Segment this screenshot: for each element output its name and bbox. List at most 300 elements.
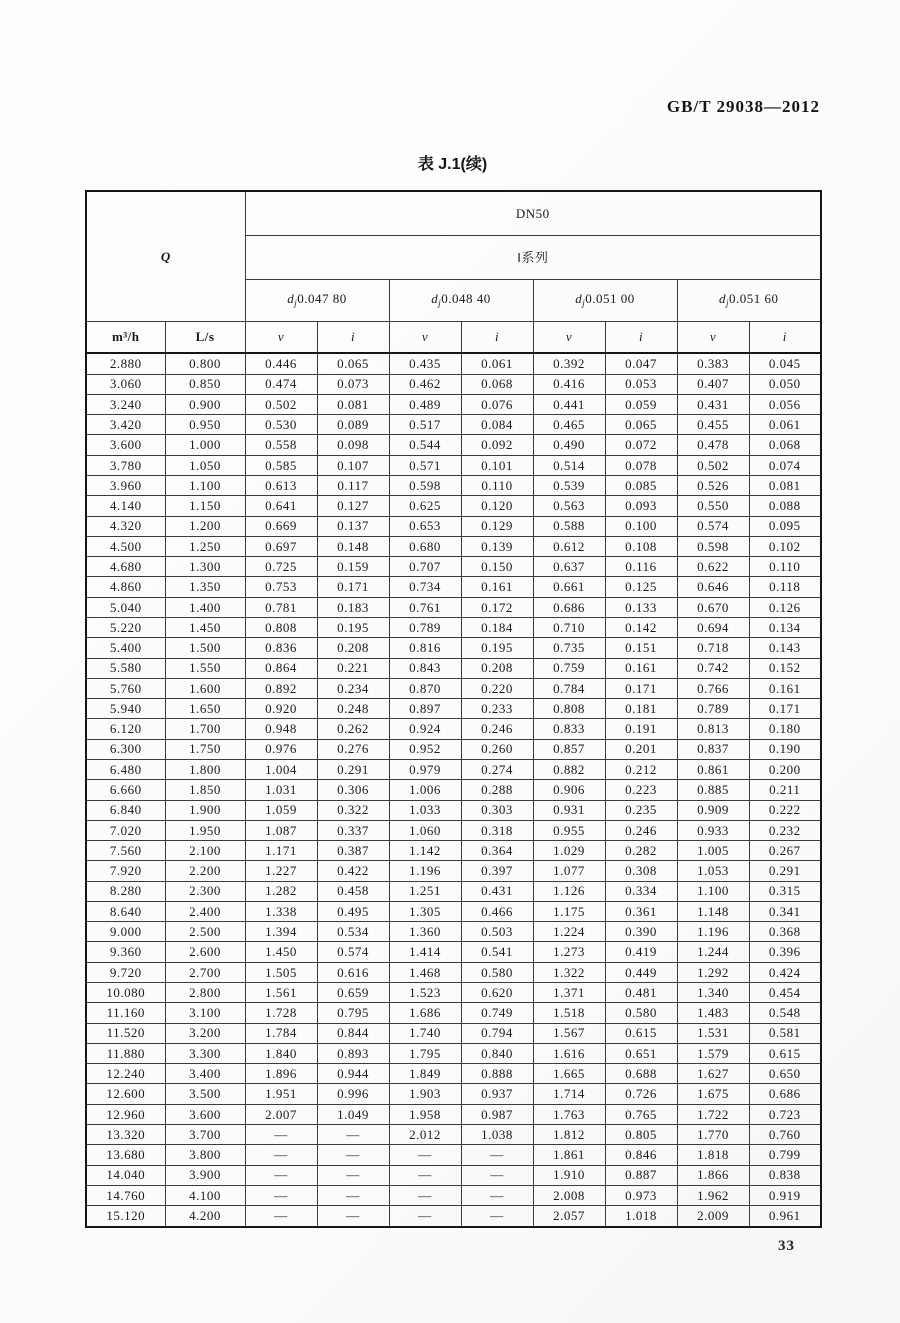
- cell-d2-v: —: [389, 1145, 461, 1165]
- cell-d1-i: 0.208: [317, 638, 389, 658]
- cell-d2-v: 0.979: [389, 759, 461, 779]
- cell-d4-i: 0.190: [749, 739, 821, 759]
- cell-d4-v: 1.244: [677, 942, 749, 962]
- d-value: 0.051 00: [585, 291, 635, 307]
- cell-d2-v: —: [389, 1165, 461, 1185]
- cell-d2-i: 0.150: [461, 557, 533, 577]
- cell-d2-v: 0.517: [389, 415, 461, 435]
- cell-d3-v: 1.518: [533, 1003, 605, 1023]
- cell-d4-i: 0.341: [749, 901, 821, 921]
- cell-d3-i: 0.361: [605, 901, 677, 921]
- cell-d4-i: 0.686: [749, 1084, 821, 1104]
- cell-d2-i: 0.139: [461, 536, 533, 556]
- cell-d1-v: 0.558: [245, 435, 317, 455]
- cell-d4-v: 0.431: [677, 394, 749, 414]
- cell-d2-i: —: [461, 1206, 533, 1227]
- cell-d2-v: —: [389, 1185, 461, 1205]
- cell-d2-v: 0.734: [389, 577, 461, 597]
- cell-q-ls: 1.600: [165, 678, 245, 698]
- cell-d4-v: 0.742: [677, 658, 749, 678]
- cell-d3-v: 1.714: [533, 1084, 605, 1104]
- cell-d4-i: 0.581: [749, 1023, 821, 1043]
- d-value: 0.051 60: [729, 291, 779, 307]
- cell-d2-v: 0.680: [389, 536, 461, 556]
- cell-d4-i: 0.548: [749, 1003, 821, 1023]
- cell-d1-v: 0.725: [245, 557, 317, 577]
- cell-q-ls: 1.650: [165, 699, 245, 719]
- cell-q-m3h: 9.720: [86, 962, 165, 982]
- d-symbol: d: [719, 291, 727, 307]
- table-row: [86, 1185, 821, 1205]
- cell-d4-v: 1.340: [677, 983, 749, 1003]
- cell-d1-i: 0.534: [317, 922, 389, 942]
- cell-d3-i: 0.282: [605, 841, 677, 861]
- cell-d3-v: 0.808: [533, 699, 605, 719]
- cell-d1-i: 0.073: [317, 374, 389, 394]
- cell-d2-v: 2.012: [389, 1125, 461, 1145]
- table-row: [86, 922, 821, 942]
- cell-d1-i: 0.276: [317, 739, 389, 759]
- cell-d4-v: 0.766: [677, 678, 749, 698]
- cell-q-ls: 0.900: [165, 394, 245, 414]
- cell-d4-i: 0.615: [749, 1043, 821, 1063]
- cell-d1-v: 0.502: [245, 394, 317, 414]
- cell-d4-i: 0.095: [749, 516, 821, 536]
- cell-d1-v: 0.613: [245, 476, 317, 496]
- cell-d1-v: 0.808: [245, 617, 317, 637]
- cell-d2-v: 0.571: [389, 455, 461, 475]
- cell-d1-v: 0.948: [245, 719, 317, 739]
- cell-q-ls: 3.900: [165, 1165, 245, 1185]
- cell-q-m3h: 5.760: [86, 678, 165, 698]
- cell-d3-v: 1.077: [533, 861, 605, 881]
- table-title: 表 J.1(续): [417, 156, 488, 173]
- cell-d1-i: 0.337: [317, 820, 389, 840]
- cell-d1-v: 1.004: [245, 759, 317, 779]
- cell-d1-v: 0.641: [245, 496, 317, 516]
- cell-q-m3h: 6.840: [86, 800, 165, 820]
- cell-d2-v: 0.843: [389, 658, 461, 678]
- cell-d1-v: 1.840: [245, 1043, 317, 1063]
- cell-d1-i: 0.117: [317, 476, 389, 496]
- cell-d4-i: 0.368: [749, 922, 821, 942]
- cell-d3-v: 1.175: [533, 901, 605, 921]
- table-row: [86, 1064, 821, 1084]
- table-row: [86, 841, 821, 861]
- cell-q-ls: 3.700: [165, 1125, 245, 1145]
- cell-d3-v: 0.416: [533, 374, 605, 394]
- cell-d4-i: 0.161: [749, 678, 821, 698]
- v-header-1: v: [245, 321, 317, 353]
- cell-d4-v: 0.502: [677, 455, 749, 475]
- table-row: [86, 739, 821, 759]
- cell-d1-v: 1.505: [245, 962, 317, 982]
- cell-d4-v: 1.818: [677, 1145, 749, 1165]
- cell-d3-i: 0.651: [605, 1043, 677, 1063]
- cell-d3-i: 0.100: [605, 516, 677, 536]
- cell-d4-v: 1.100: [677, 881, 749, 901]
- cell-d4-i: 0.211: [749, 780, 821, 800]
- cell-q-m3h: 3.780: [86, 455, 165, 475]
- cell-d3-i: 0.615: [605, 1023, 677, 1043]
- cell-d2-i: 0.937: [461, 1084, 533, 1104]
- table-row: [86, 415, 821, 435]
- d-subscript: j: [726, 298, 730, 309]
- cell-d4-v: 1.005: [677, 841, 749, 861]
- cell-d2-v: 1.523: [389, 983, 461, 1003]
- cell-d1-i: 0.098: [317, 435, 389, 455]
- cell-d1-i: 0.127: [317, 496, 389, 516]
- cell-d3-i: 0.171: [605, 678, 677, 698]
- cell-d2-v: 0.897: [389, 699, 461, 719]
- cell-q-m3h: 12.600: [86, 1084, 165, 1104]
- table-body: [86, 353, 821, 1227]
- cell-d2-i: 0.233: [461, 699, 533, 719]
- cell-q-ls: 4.200: [165, 1206, 245, 1227]
- d-subscript: j: [582, 298, 586, 309]
- cell-d3-v: 0.465: [533, 415, 605, 435]
- cell-d3-i: 0.419: [605, 942, 677, 962]
- cell-d2-i: 0.503: [461, 922, 533, 942]
- cell-q-m3h: 14.760: [86, 1185, 165, 1205]
- cell-q-ls: 1.000: [165, 435, 245, 455]
- cell-d4-i: 0.102: [749, 536, 821, 556]
- cell-d2-i: 0.061: [461, 353, 533, 374]
- d-value: 0.047 80: [297, 291, 347, 307]
- cell-d2-v: 1.849: [389, 1064, 461, 1084]
- cell-d4-i: 0.454: [749, 983, 821, 1003]
- table-row: [86, 1165, 821, 1185]
- cell-q-ls: 1.300: [165, 557, 245, 577]
- cell-d2-v: 1.958: [389, 1104, 461, 1124]
- cell-d3-v: 1.616: [533, 1043, 605, 1063]
- cell-d3-i: 0.108: [605, 536, 677, 556]
- cell-d2-i: 0.110: [461, 476, 533, 496]
- table-row: [86, 800, 821, 820]
- cell-q-ls: 1.500: [165, 638, 245, 658]
- cell-d3-v: 2.057: [533, 1206, 605, 1227]
- cell-d1-v: 0.585: [245, 455, 317, 475]
- cell-q-m3h: 5.220: [86, 617, 165, 637]
- table-row: [86, 577, 821, 597]
- cell-d1-v: 1.171: [245, 841, 317, 861]
- cell-d2-i: 0.092: [461, 435, 533, 455]
- table-row: [86, 597, 821, 617]
- cell-d3-v: 0.955: [533, 820, 605, 840]
- cell-d1-v: 0.976: [245, 739, 317, 759]
- i-header-4: i: [749, 321, 821, 353]
- cell-d1-i: 0.422: [317, 861, 389, 881]
- cell-d4-v: 0.383: [677, 353, 749, 374]
- cell-d1-v: 1.394: [245, 922, 317, 942]
- cell-d2-v: 1.468: [389, 962, 461, 982]
- cell-d1-v: 0.753: [245, 577, 317, 597]
- cell-d4-i: 0.045: [749, 353, 821, 374]
- table-row: [86, 881, 821, 901]
- cell-d2-i: 0.541: [461, 942, 533, 962]
- table-row: [86, 942, 821, 962]
- cell-d4-i: 0.919: [749, 1185, 821, 1205]
- cell-d2-i: 0.794: [461, 1023, 533, 1043]
- cell-q-ls: 3.400: [165, 1064, 245, 1084]
- cell-d4-v: 0.598: [677, 536, 749, 556]
- cell-d4-i: 0.760: [749, 1125, 821, 1145]
- cell-d3-v: 1.567: [533, 1023, 605, 1043]
- cell-d3-i: 0.887: [605, 1165, 677, 1185]
- cell-d4-i: 0.081: [749, 476, 821, 496]
- cell-q-ls: 2.800: [165, 983, 245, 1003]
- cell-d3-i: 0.191: [605, 719, 677, 739]
- table-row: [86, 719, 821, 739]
- table-row: [86, 394, 821, 414]
- table-row: [86, 353, 821, 374]
- cell-d4-i: 0.180: [749, 719, 821, 739]
- cell-d1-i: —: [317, 1206, 389, 1227]
- cell-d4-i: 0.232: [749, 820, 821, 840]
- d-value: 0.048 40: [441, 291, 491, 307]
- cell-d2-i: 0.888: [461, 1064, 533, 1084]
- table-row: [86, 1104, 821, 1124]
- d-subscript: j: [438, 298, 442, 309]
- table-row: [86, 638, 821, 658]
- cell-d2-v: 1.414: [389, 942, 461, 962]
- cell-d3-v: 1.322: [533, 962, 605, 982]
- cell-d1-v: 1.338: [245, 901, 317, 921]
- cell-d1-i: 0.893: [317, 1043, 389, 1063]
- cell-d4-v: 0.478: [677, 435, 749, 455]
- cell-d3-v: 1.861: [533, 1145, 605, 1165]
- cell-d3-v: 0.441: [533, 394, 605, 414]
- cell-d2-i: 0.274: [461, 759, 533, 779]
- cell-d4-v: 0.550: [677, 496, 749, 516]
- cell-q-ls: 1.900: [165, 800, 245, 820]
- cell-d4-i: 0.171: [749, 699, 821, 719]
- cell-q-ls: 2.500: [165, 922, 245, 942]
- cell-d3-i: 0.688: [605, 1064, 677, 1084]
- cell-d2-i: 0.364: [461, 841, 533, 861]
- cell-q-ls: 1.200: [165, 516, 245, 536]
- cell-d4-i: 0.267: [749, 841, 821, 861]
- cell-d2-i: 0.208: [461, 658, 533, 678]
- cell-d4-v: 0.670: [677, 597, 749, 617]
- cell-d2-v: 0.707: [389, 557, 461, 577]
- cell-d4-v: 0.909: [677, 800, 749, 820]
- cell-d4-i: 0.061: [749, 415, 821, 435]
- cell-d3-v: 0.906: [533, 780, 605, 800]
- cell-d3-i: 0.201: [605, 739, 677, 759]
- cell-q-ls: 1.150: [165, 496, 245, 516]
- cell-q-m3h: 5.040: [86, 597, 165, 617]
- cell-d4-i: 0.650: [749, 1064, 821, 1084]
- cell-d2-i: 0.120: [461, 496, 533, 516]
- cell-d2-v: 1.006: [389, 780, 461, 800]
- v-header-2: v: [389, 321, 461, 353]
- cell-d2-i: 0.184: [461, 617, 533, 637]
- cell-d1-i: 1.049: [317, 1104, 389, 1124]
- cell-d2-v: 1.196: [389, 861, 461, 881]
- cell-d3-i: 0.059: [605, 394, 677, 414]
- cell-d4-v: 1.483: [677, 1003, 749, 1023]
- cell-q-m3h: 9.000: [86, 922, 165, 942]
- cell-d1-v: 1.450: [245, 942, 317, 962]
- table-row: [86, 1043, 821, 1063]
- cell-d1-i: 0.081: [317, 394, 389, 414]
- cell-d4-i: 0.315: [749, 881, 821, 901]
- cell-q-m3h: 4.140: [86, 496, 165, 516]
- cell-q-m3h: 3.420: [86, 415, 165, 435]
- cell-q-ls: 1.050: [165, 455, 245, 475]
- cell-d4-i: 0.126: [749, 597, 821, 617]
- cell-q-ls: 1.450: [165, 617, 245, 637]
- cell-d2-i: 0.129: [461, 516, 533, 536]
- cell-d1-v: 0.781: [245, 597, 317, 617]
- cell-d3-i: 0.390: [605, 922, 677, 942]
- cell-d2-i: 0.397: [461, 861, 533, 881]
- table-row: [86, 617, 821, 637]
- cell-d2-v: —: [389, 1206, 461, 1227]
- cell-d3-i: 0.449: [605, 962, 677, 982]
- cell-d1-i: 0.387: [317, 841, 389, 861]
- cell-d2-v: 0.952: [389, 739, 461, 759]
- cell-d4-i: 0.118: [749, 577, 821, 597]
- cell-d2-i: —: [461, 1165, 533, 1185]
- cell-d2-i: 0.749: [461, 1003, 533, 1023]
- cell-d4-i: 0.152: [749, 658, 821, 678]
- cell-d3-i: 0.223: [605, 780, 677, 800]
- cell-d2-i: 0.076: [461, 394, 533, 414]
- cell-d1-i: 0.089: [317, 415, 389, 435]
- cell-q-m3h: 9.360: [86, 942, 165, 962]
- cell-d1-i: 0.137: [317, 516, 389, 536]
- i-header-2: i: [461, 321, 533, 353]
- cell-d1-v: 1.059: [245, 800, 317, 820]
- cell-q-ls: 1.950: [165, 820, 245, 840]
- cell-d1-i: 0.183: [317, 597, 389, 617]
- cell-q-m3h: 6.300: [86, 739, 165, 759]
- cell-q-m3h: 4.500: [86, 536, 165, 556]
- cell-d2-v: 1.740: [389, 1023, 461, 1043]
- diameter-header-3: [533, 280, 677, 322]
- cell-d4-v: 0.455: [677, 415, 749, 435]
- cell-q-m3h: 4.860: [86, 577, 165, 597]
- cell-d4-i: 0.396: [749, 942, 821, 962]
- cell-q-m3h: 6.120: [86, 719, 165, 739]
- cell-d3-i: 0.181: [605, 699, 677, 719]
- cell-d2-v: 1.060: [389, 820, 461, 840]
- cell-d1-i: 0.659: [317, 983, 389, 1003]
- cell-d3-v: 0.539: [533, 476, 605, 496]
- cell-d2-v: 1.033: [389, 800, 461, 820]
- cell-d4-i: 0.056: [749, 394, 821, 414]
- cell-d1-v: 1.728: [245, 1003, 317, 1023]
- cell-d3-v: 1.910: [533, 1165, 605, 1185]
- cell-d2-v: 0.544: [389, 435, 461, 455]
- cell-q-m3h: 12.240: [86, 1064, 165, 1084]
- cell-q-m3h: 2.880: [86, 353, 165, 374]
- cell-d3-v: 0.563: [533, 496, 605, 516]
- table-row: [86, 1125, 821, 1145]
- cell-d3-i: 0.072: [605, 435, 677, 455]
- cell-d3-v: 0.661: [533, 577, 605, 597]
- cell-d4-v: 0.933: [677, 820, 749, 840]
- table-row: [86, 759, 821, 779]
- cell-d1-v: 1.282: [245, 881, 317, 901]
- cell-d2-v: 0.489: [389, 394, 461, 414]
- cell-d4-i: 0.074: [749, 455, 821, 475]
- cell-d4-i: 0.838: [749, 1165, 821, 1185]
- cell-d3-i: 0.212: [605, 759, 677, 779]
- cell-d1-i: 0.171: [317, 577, 389, 597]
- cell-q-ls: 2.200: [165, 861, 245, 881]
- cell-d4-v: 0.885: [677, 780, 749, 800]
- cell-d2-v: 1.903: [389, 1084, 461, 1104]
- page-number: 33: [778, 1238, 795, 1254]
- cell-q-m3h: 14.040: [86, 1165, 165, 1185]
- cell-d3-v: 0.637: [533, 557, 605, 577]
- cell-d3-i: 0.047: [605, 353, 677, 374]
- cell-d1-i: 0.458: [317, 881, 389, 901]
- table-row: [86, 699, 821, 719]
- d-symbol: d: [287, 291, 295, 307]
- v-header-3: v: [533, 321, 605, 353]
- table-row: [86, 516, 821, 536]
- cell-d1-i: 0.195: [317, 617, 389, 637]
- cell-d2-v: 1.360: [389, 922, 461, 942]
- table-row: [86, 780, 821, 800]
- cell-d1-i: —: [317, 1185, 389, 1205]
- cell-q-ls: 1.550: [165, 658, 245, 678]
- cell-d4-i: 0.143: [749, 638, 821, 658]
- dn50-header: DN50: [245, 191, 821, 235]
- cell-d3-v: 1.224: [533, 922, 605, 942]
- cell-d4-v: 0.694: [677, 617, 749, 637]
- cell-d3-i: 0.093: [605, 496, 677, 516]
- cell-d3-i: 0.846: [605, 1145, 677, 1165]
- cell-d3-i: 0.973: [605, 1185, 677, 1205]
- cell-d2-i: 0.068: [461, 374, 533, 394]
- cell-d1-i: 0.234: [317, 678, 389, 698]
- table-row: [86, 1206, 821, 1227]
- cell-d1-i: 0.248: [317, 699, 389, 719]
- cell-d4-v: 0.574: [677, 516, 749, 536]
- cell-q-ls: 1.800: [165, 759, 245, 779]
- cell-d2-i: 0.084: [461, 415, 533, 435]
- cell-q-m3h: 13.320: [86, 1125, 165, 1145]
- cell-q-ls: 3.600: [165, 1104, 245, 1124]
- cell-d3-i: 0.805: [605, 1125, 677, 1145]
- cell-d4-v: 1.292: [677, 962, 749, 982]
- cell-d3-v: 2.008: [533, 1185, 605, 1205]
- cell-q-m3h: 3.960: [86, 476, 165, 496]
- cell-d3-v: 0.857: [533, 739, 605, 759]
- cell-q-m3h: 13.680: [86, 1145, 165, 1165]
- cell-d2-v: 1.305: [389, 901, 461, 921]
- cell-d3-v: 1.029: [533, 841, 605, 861]
- cell-q-m3h: 12.960: [86, 1104, 165, 1124]
- cell-q-m3h: 5.580: [86, 658, 165, 678]
- cell-d4-v: 0.622: [677, 557, 749, 577]
- cell-d3-i: 0.125: [605, 577, 677, 597]
- cell-q-ls: 2.400: [165, 901, 245, 921]
- cell-q-ls: 1.350: [165, 577, 245, 597]
- i-header-1: i: [317, 321, 389, 353]
- header-row-dn: [86, 191, 821, 235]
- cell-d3-i: 0.161: [605, 658, 677, 678]
- cell-d3-v: 1.763: [533, 1104, 605, 1124]
- cell-d4-v: 1.148: [677, 901, 749, 921]
- cell-d3-i: 0.481: [605, 983, 677, 1003]
- cell-d1-v: 2.007: [245, 1104, 317, 1124]
